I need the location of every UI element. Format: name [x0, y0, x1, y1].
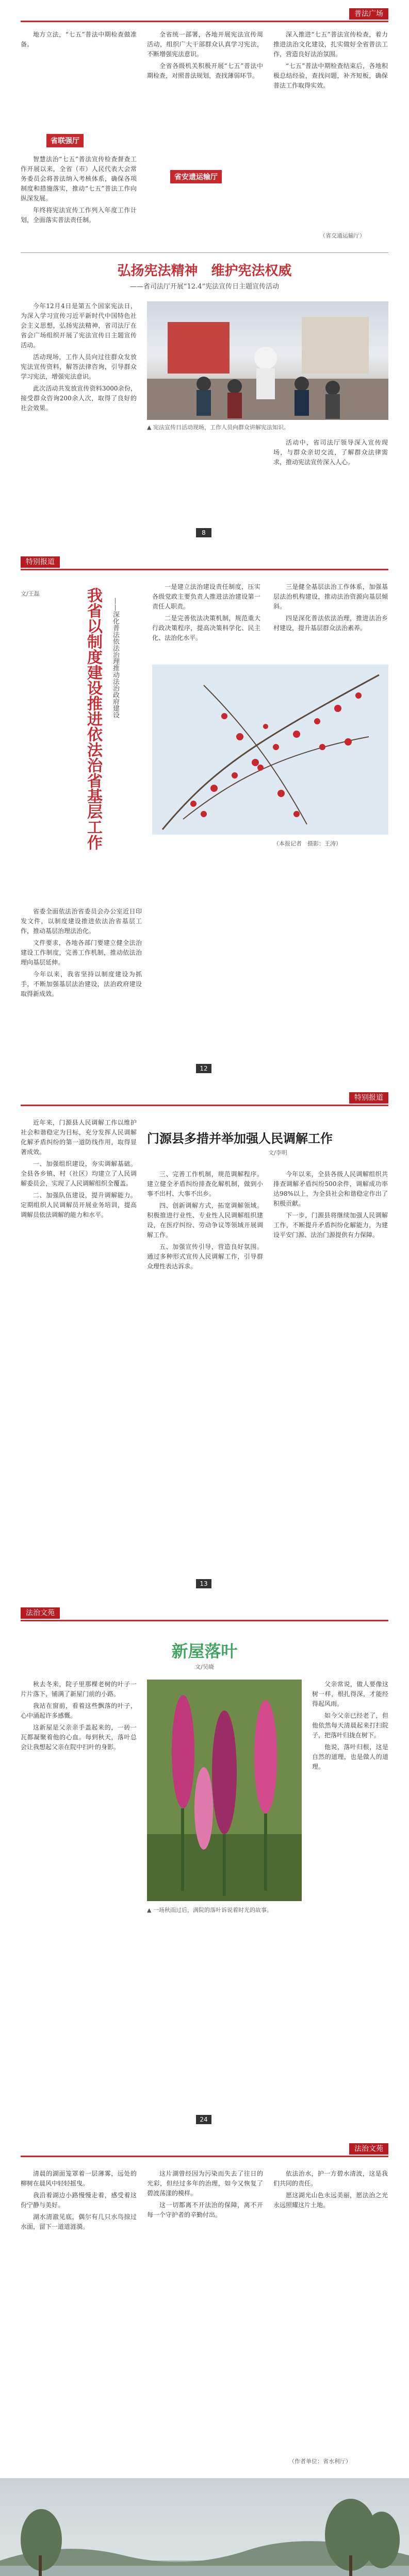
col-right: 三是健全基层法治工作体系，加强基层法治机构建设，推动法治资源向基层倾斜。 四是深化普法依法治理，推进法治乡村建设，提升基层群众法治素养。 [273, 583, 388, 632]
headline: 门源县多措并举加强人民调解工作 [147, 1131, 333, 1146]
col-left: 近年来，门源县人民调解工作以维护社会和谐稳定为目标，充分发挥人民调解化解矛盾纠纷的第一道防线作用，取得显著成效。 一、加强组织建设，夯实调解基础。全县各乡镇、村（社区）均建立了人民调解委员会，实现了人民调解组织全覆盖。 二、加强队伍建设，提升调解能力。定期组织人民调解员开展业务培训，提高调解员依法调解的能力和水平。 [21, 1119, 137, 1218]
col-mid: 这片湖曾经因为污染而失去了往日的光彩，但经过多年的治理，如今又恢复了碧波荡漾的模样。 这一切都离不开法治的保障，离不开每一个守护者的辛勤付出。 [147, 2170, 263, 2218]
photo-caption: ▲ 宪法宣传日活动现场，工作人员向群众讲解宪法知识。 [147, 424, 289, 431]
col-right: 今年以来，全县各级人民调解组织共排查调解矛盾纠纷500余件，调解成功率达98%以上，为全县社会和谐稳定作出了积极贡献。 下一步，门源县将继续加强人民调解工作，不断提升矛盾纠纷化解能力，为建设平安门源、法治门源提供有力保障。 [273, 1171, 388, 1239]
col-mid: 全省统一部署，各地开展宪法宣传周活动，组织广大干部群众认真学习宪法，不断增强宪法意识。 全省各级机关积极开展“七五”普法中期检查，对照普法规划，查找薄弱环节。 [147, 31, 263, 79]
author-note: （作者单位：省水利厅） [289, 2458, 351, 2465]
section-essay-leaves [0, 1602, 409, 2133]
page-number: 13 [196, 1579, 211, 1588]
event-photo-graphic [147, 301, 388, 420]
article-right: 活动中，省司法厅领导深入宣传现场，与群众亲切交流，了解群众法律需求，推动宪法宣传深入人心。 [273, 439, 388, 466]
lake-landscape-graphic [0, 2478, 409, 2576]
box-title-right: 省安遗运输厅 [170, 170, 222, 183]
top-rule [21, 1620, 388, 1621]
red-berries-graphic [152, 665, 388, 835]
section-tag: 普法广场 [349, 8, 388, 20]
col-right: 依法治水，护一方碧水清波，这是我们共同的责任。 愿这湖光山色永远美丽，愿法治之光永远照耀这片土地。 [273, 2170, 388, 2209]
byline: 文/吴晓 [195, 1664, 214, 1670]
headline-vertical: 我省以制度建设推进依法治省基层工作 [84, 587, 102, 850]
lupine-photo [147, 1680, 302, 1901]
col-mid: 三、完善工作机制，规范调解程序。建立健全矛盾纠纷排查化解机制，做到小事不出村、大事不出乡。 四、创新调解方式，拓宽调解领域。积极推进行业性、专业性人民调解组织建设，在医疗纠纷、劳动争议等领域开展调解工作。 五、加强宣传引导，营造良好氛围。通过多种形式宣传人民调解工作，引导群众理性表达诉求。 [147, 1171, 263, 1270]
col-left-2: 智慧法治“七五”普法宣传检查督查工作开展以来，全省（市）人民代表大会常务委员会将普法纳入考核体系，确保各项制度和措施落实，推动“七五”普法工作向纵深发展。 年终将宪法宣传工作列入年度工作计划，全面落实普法责任制。 [21, 156, 137, 224]
flower-photo [152, 665, 388, 835]
page-number: 8 [196, 528, 211, 537]
section-rule-of-law [0, 551, 409, 1082]
section-tag: 特别报道 [21, 556, 60, 568]
section-constitution-day [0, 0, 409, 546]
source-note: （省交通运输厅） [320, 232, 365, 239]
col-left: 清晨的湖面笼罩着一层薄雾，远处的柳树在晨风中轻轻摇曳。 我沿着湖边小路慢慢走着，感受着这份宁静与美好。 湖水清澈见底，偶尔有几只水鸟掠过水面，留下一道道涟漪。 [21, 2170, 137, 2230]
subhead: ——省司法厅开展“12.4”宪法宣传日主题宣传活动 [129, 283, 280, 291]
photo-caption: ▲ 一场秋雨过后，满院的落叶诉说着时光的故事。 [147, 1907, 272, 1913]
section-essay-lake [0, 2138, 409, 2576]
byline: 文/李明 [268, 1149, 287, 1156]
col-left: 省委全面依法治省委员会办公室近日印发文件，以制度建设推进依法治省基层工作，推动基层治理法治化。 文件要求，各地各部门要建立健全法治建设工作制度，完善工作机制，推动依法治理向基层延伸。 今年以来，我省坚持以制度建设为抓手，不断加强基层法治建设，法治政府建设取得新成效。 [21, 908, 142, 997]
col-right: 深入推进“七五”普法宣传检查，着力推进法治文化建设，扎实做好全省普法工作，营造良好法治氛围。 “七五”普法中期检查结束后，各地积极总结经验，查找问题，补齐短板，确保普法工作取得实效。 [273, 31, 388, 89]
subhead-vertical: ——深化普法依法治理推动法治政府建设 [111, 598, 119, 718]
col-left: 秋去冬来，院子里那棵老树的叶子一片片落下，铺满了新屋门前的小路。 我站在窗前，看着这些飘落的叶子，心中涌起许多感慨。 这新屋是父亲亲手盖起来的，一砖一瓦都凝聚着他的心血。每到秋天，落叶总会让我想起父亲在院中扫叶的身影。 [21, 1681, 137, 1751]
headline: 弘扬宪法精神 维护宪法权威 [117, 263, 292, 279]
top-rule [21, 21, 388, 22]
divider [21, 252, 388, 253]
page-number: 24 [196, 2115, 211, 2124]
box-title-left: 省联强厅 [46, 134, 84, 147]
event-photo [147, 301, 388, 420]
lake-photo [0, 2478, 409, 2576]
headline: 新屋落叶 [171, 1641, 238, 1661]
page-number: 12 [196, 1064, 211, 1073]
col-left: 地方立法，“七五”普法中期检查做准备。 [21, 31, 137, 48]
article-left: 今年12月4日是第五个国家宪法日，为深入学习宣传习近平新时代中国特色社会主义思想，弘扬宪法精神，省司法厅在省会广场组织开展了宪法宣传日主题宣传活动。 活动现场，工作人员向过往群众发放宪法宣传资料，解答法律咨询，引导群众学习宪法，增强宪法意识。 此次活动共发放宣传资料3000余份，接受群众咨询200余人次，取得了良好的社会效果。 [21, 302, 137, 412]
col-mid: 一是建立法治建设责任制度，压实各级党政主要负责人推进法治建设第一责任人职责。 二是完善依法决策机制，规范重大行政决策程序，提高决策科学化、民主化、法治化水平。 [152, 583, 260, 641]
top-rule [21, 1105, 388, 1106]
section-tag: 特别报道 [349, 1092, 388, 1104]
section-tag: 法治文苑 [21, 1607, 60, 1619]
top-rule [21, 569, 388, 570]
lupine-flowers-graphic [147, 1680, 302, 1901]
section-mediation [0, 1087, 409, 1597]
photo-caption: （本报记者 摄影：王涛） [273, 840, 341, 847]
section-tag: 法治文苑 [349, 2143, 388, 2155]
col-right: 父亲常说，做人要像这树一样，根扎得深，才能经得起风雨。 如今父亲已经老了，但他依然每天清晨起来打扫院子，把落叶归拢在树下。 他说，落叶归根，这是自然的道理，也是做人的道理。 [312, 1681, 388, 1770]
byline: 文/王磊 [21, 590, 40, 597]
top-rule [21, 2156, 388, 2157]
